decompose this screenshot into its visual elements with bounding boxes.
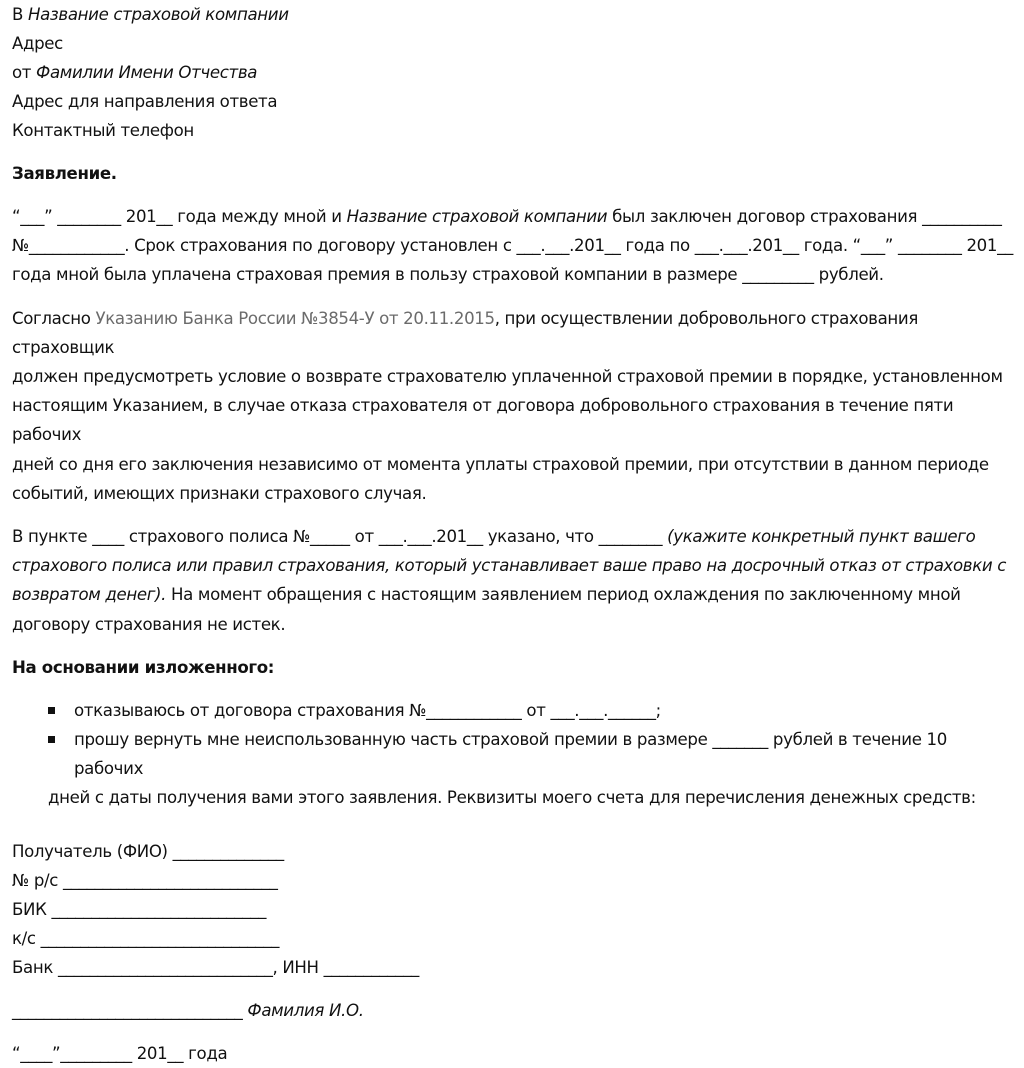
bik-line: БИК ___________________________ [12,899,267,919]
basis-heading: На основании изложенного: [12,657,275,677]
para3-line4: договору страхования не истек. [12,614,286,634]
corr-account-line: к/с ______________________________ [12,928,280,948]
list-item [48,696,1014,725]
bank-line: Банк ___________________________, ИНН ____________ [12,957,419,977]
signature-name: Фамилия И.О. [247,1000,364,1020]
signature-line [12,996,1014,1025]
bank-of-russia-link[interactable]: Указанию Банка России №3854-У от 20.11.2015 [95,308,495,328]
paragraph-regulation [12,304,1014,508]
to-line [12,0,1014,29]
recipient-line: Получатель (ФИО) ______________ [12,841,284,861]
request-list [12,696,1014,813]
account-line: № р/с ___________________________ [12,870,278,890]
from-line [12,58,1014,87]
date-line: “____”_________ 201__ года [12,1043,228,1063]
para1-line3: года мной была уплачена страховая премия в пользу страховой компании в размере _________ рублей. [12,265,884,285]
para2-line4: дней со дня его заключения независимо от момента уплаты страховой премии, при отсутствии в данном периоде [12,454,989,474]
reply-address-line: Адрес для направления ответа [12,92,278,111]
from-prefix: от [12,63,37,82]
phone-line: Контактный телефон [12,121,194,140]
list-item-1-text: отказываюсь от договора страхования №____________ от ___.___.______; [74,700,661,720]
document-title: Заявление. [12,164,117,183]
list-item-2-line1: прошу вернуть мне неиспользованную часть страховой премии в размере _______ рублей в течение 10 рабочих [74,730,947,779]
to-company: Название страховой компании [27,5,289,24]
para3-a: В пункте ____ страхового полиса №_____ от ___.___.201__ указано, что ________ [12,527,668,547]
bullet-square-icon [48,707,55,714]
para3-b: На момент обращения с настоящим заявлением период охлаждения по заключенному мной [166,585,961,605]
signature-blank: _____________________________ [12,1000,248,1020]
para1-b: был заключен договор страхования __________ [607,207,1002,226]
paragraph-policy-clause [12,522,1014,639]
para2-a: Согласно [12,308,96,328]
address-line: Адрес [12,34,63,53]
para1-a: “___” ________ 201__ года между мной и [12,207,347,226]
para2-line5: событий, имеющих признаки страхового случая. [12,483,427,503]
para3-hint-3: возвратом денег). [12,585,167,605]
list-item [12,725,1014,813]
bullet-square-icon [48,736,55,743]
para3-hint-1: (укажите конкретный пункт вашего [667,527,976,547]
para2-line2: должен предусмотреть условие о возврате страхователю уплаченной страховой премии в порядке, установленном [12,367,1003,387]
paragraph-contract [12,202,1014,290]
requisites-block [12,837,1014,982]
para2-line3: настоящим Указанием, в случае отказа страхователя от договора добровольного страхования в течение пяти рабочих [12,396,954,445]
to-prefix: В [12,5,28,24]
list-item-2-line2: дней с даты получения вами этого заявления. Реквизиты моего счета для перечисления денежных средств: [48,788,976,808]
para1-line2: №____________. Срок страхования по договору установлен с ___.___.201__ года по ___.___.201__ года. “___” ________ 201__ [12,236,1013,256]
from-name: Фамилии Имени Отчества [36,63,258,82]
para1-company: Название страховой компании [346,207,608,226]
addressee-block [12,0,1014,145]
para2-b: , при осуществлении добровольного страхования страховщик [12,308,918,357]
para3-hint-2: страхового полиса или правил страхования, который устанавливает ваше право на досрочный отказ от страховки с [12,556,1007,576]
